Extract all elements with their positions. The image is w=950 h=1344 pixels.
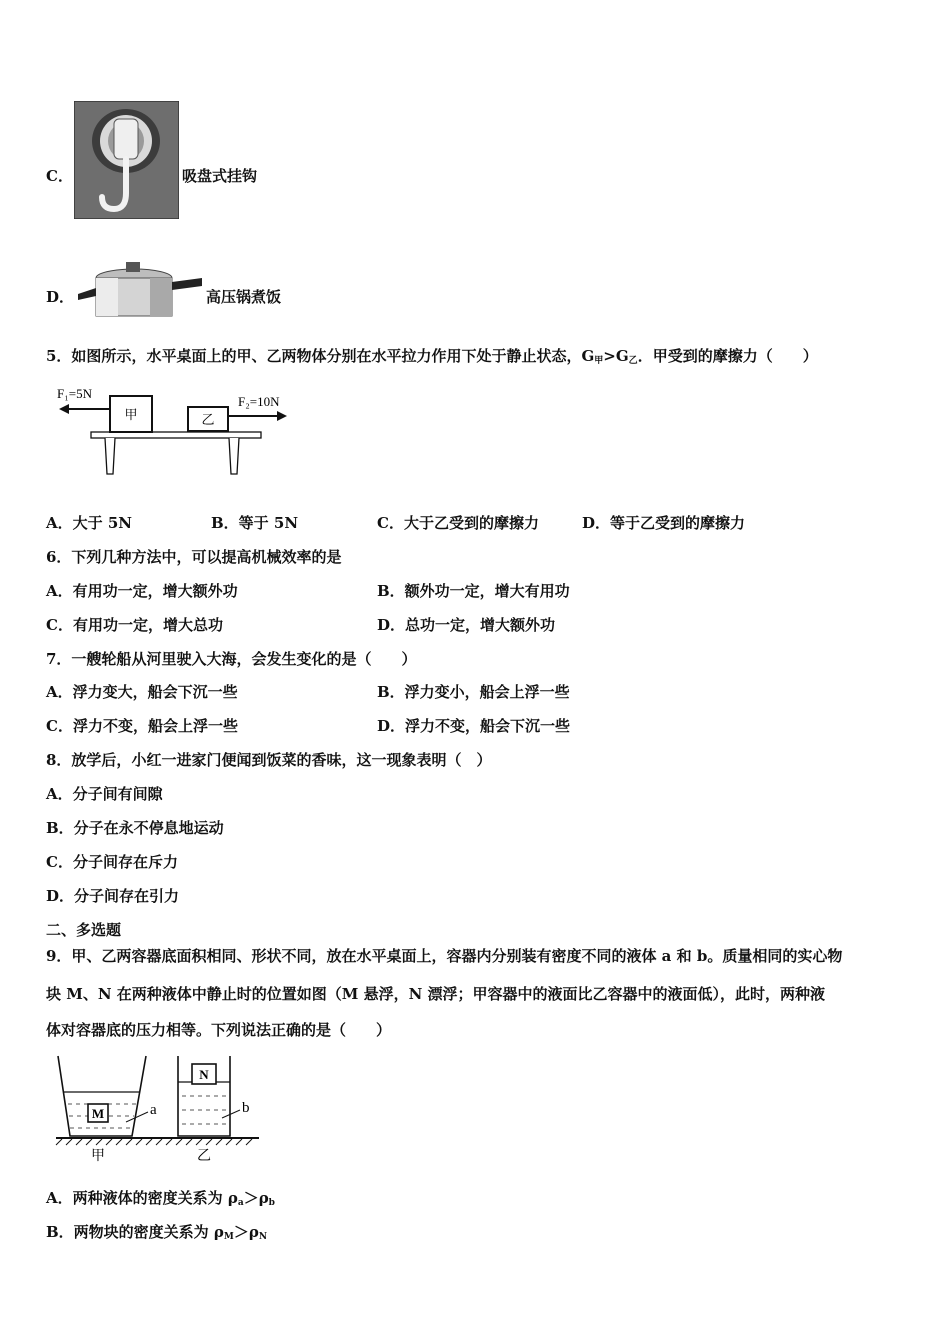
q9-option-b-sub1: M (223, 1232, 234, 1242)
q9-block-m-label: M (91, 1106, 105, 1121)
q9-option-b (46, 1221, 267, 1242)
q7-option-d: D．浮力不变，船会下沉一些 (377, 717, 571, 735)
q9-option-a-sub1: a (237, 1198, 244, 1208)
q4-option-d-text: 高压锅煮饭 (206, 288, 282, 306)
q5-option-d: D．等于乙受到的摩擦力 (582, 514, 746, 532)
q5-option-a: A．大于 5N (46, 514, 133, 532)
q9-stem-line2: 块 M、N 在两种液体中静止时的位置如图（M 悬浮，N 漂浮；甲容器中的液面比乙容器中的液面低），此时，两种液 (46, 985, 826, 1003)
q9-option-b-prefix: B．两物块的密度关系为 ρ (46, 1223, 224, 1241)
q9-option-a (46, 1187, 275, 1208)
q9-block-n-label: N (199, 1067, 209, 1082)
q5-force-f1: F₁=5N (57, 386, 92, 401)
q9-option-a-mid: ＞ρ (243, 1189, 269, 1207)
q5-sub-jia: 甲 (594, 356, 604, 366)
q7-option-b: B．浮力变小，船会上浮一些 (377, 683, 570, 701)
q9-stem-line1: 9．甲、乙两容器底面积相同、形状不同，放在水平桌面上，容器内分别装有密度不同的液体 a 和 b。质量相同的实心物 (46, 947, 843, 965)
q7-option-c: C．浮力不变，船会上浮一些 (46, 717, 238, 735)
q9-option-a-sub2: b (268, 1198, 275, 1208)
q6-option-d: D．总功一定，增大额外功 (377, 616, 556, 634)
q9-option-b-sub2: N (258, 1232, 268, 1242)
q6-option-b: B．额外功一定，增大有用功 (377, 582, 570, 600)
q7-stem: 7．一艘轮船从河里驶入大海，会发生变化的是（ ） (46, 650, 417, 668)
q9-liquid-a-label: a (150, 1102, 157, 1118)
q5-figure-table (55, 383, 305, 478)
q4-option-c-text: 吸盘式挂钩 (182, 167, 258, 185)
q6-stem: 6．下列几种方法中，可以提高机械效率的是 (46, 548, 342, 566)
q8-option-c: C．分子间存在斥力 (46, 853, 178, 871)
suction-hook-image (74, 101, 179, 219)
q5-block-jia-label: 甲 (124, 407, 138, 422)
q5-stem-b: >G (603, 347, 629, 365)
q9-caption-yi: 乙 (197, 1149, 211, 1164)
q5-force-f2: F₂=10N (238, 394, 280, 409)
q5-stem-a: 5．如图所示，水平桌面上的甲、乙两物体分别在水平拉力作用下处于静止状态，G (46, 347, 595, 365)
q8-option-b: B．分子在永不停息地运动 (46, 819, 224, 837)
q5-option-c: C．大于乙受到的摩擦力 (377, 514, 539, 532)
q9-caption-jia: 甲 (91, 1149, 105, 1164)
pressure-cooker-image (76, 260, 206, 320)
section-title-multiple-choice: 二、多选题 (46, 921, 122, 939)
q4-option-c-letter: C． (46, 167, 73, 185)
q5-stem (46, 345, 818, 366)
q5-sub-yi: 乙 (628, 356, 638, 366)
q6-option-c: C．有用功一定，增大总功 (46, 616, 223, 634)
q5-option-b: B．等于 5N (211, 514, 299, 532)
q9-figure-containers (54, 1054, 269, 1166)
q9-option-b-mid: ＞ρ (233, 1223, 259, 1241)
q8-stem: 8．放学后，小红一进家门便闻到饭菜的香味，这一现象表明（ ） (46, 751, 492, 769)
q8-option-d: D．分子间存在引力 (46, 887, 180, 905)
q5-stem-c: ．甲受到的摩擦力（ ） (637, 347, 818, 365)
q6-option-a: A．有用功一定，增大额外功 (46, 582, 238, 600)
q9-liquid-b-label: b (242, 1100, 250, 1116)
q9-option-a-prefix: A．两种液体的密度关系为 ρ (46, 1189, 238, 1207)
q7-option-a: A．浮力变大，船会下沉一些 (46, 683, 238, 701)
q4-option-d-letter: D． (46, 288, 75, 306)
q9-stem-line3: 体对容器底的压力相等。下列说法正确的是（ ） (46, 1021, 392, 1039)
q8-option-a: A．分子间有间隙 (46, 785, 163, 803)
q5-block-yi-label: 乙 (201, 412, 215, 427)
